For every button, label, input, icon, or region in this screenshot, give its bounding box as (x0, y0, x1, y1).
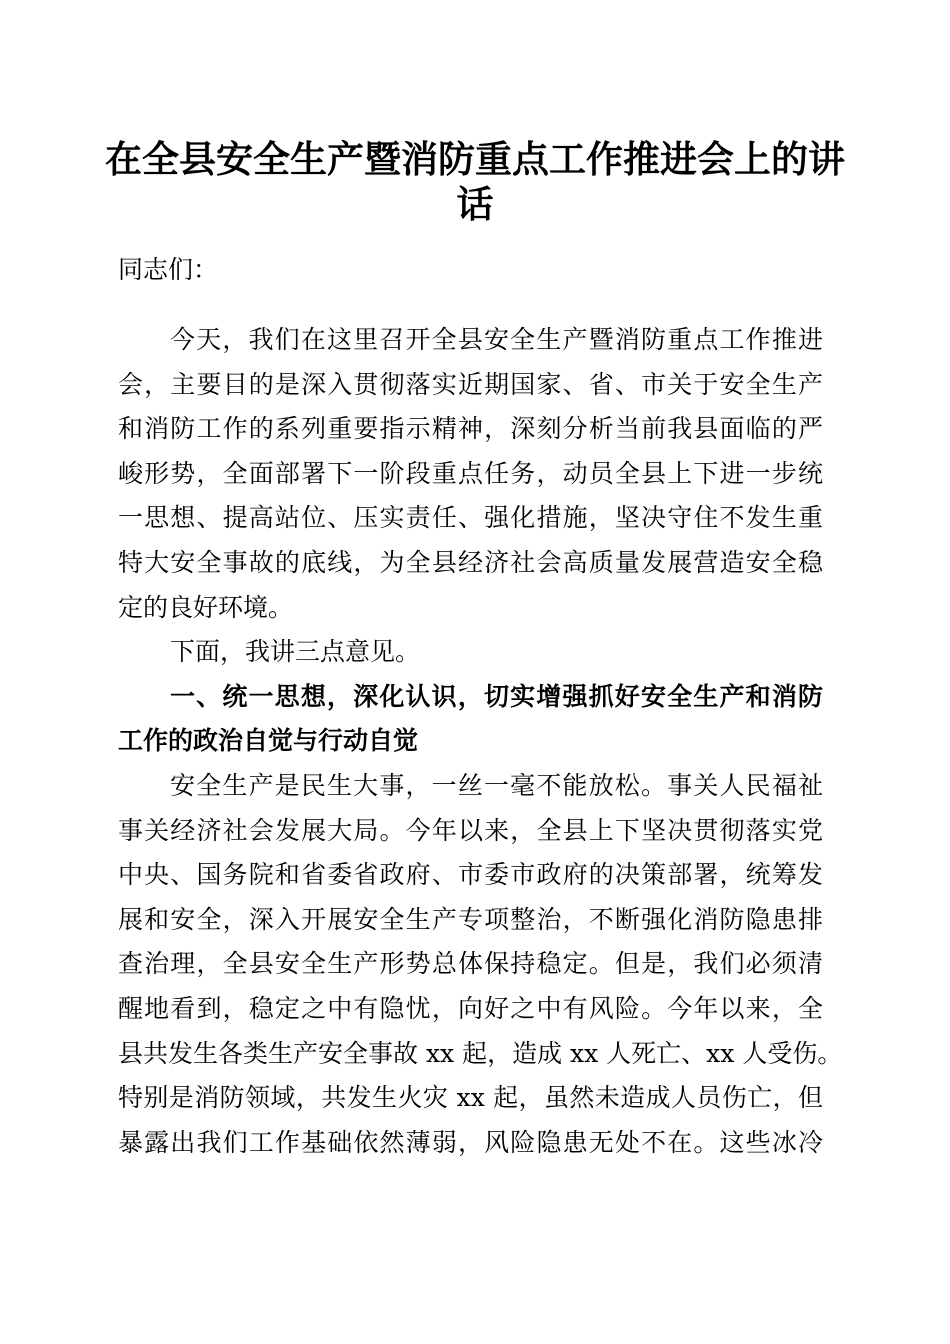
text-line: 特别是消防领域，共发生火灾 xx 起，虽然未造成人员伤亡，但 (118, 1083, 823, 1113)
text-line: 峻形势，全面部署下一阶段重点任务，动员全县上下进一步统 (118, 458, 823, 488)
text-line: 特大安全事故的底线，为全县经济社会高质量发展营造安全稳 (118, 547, 823, 577)
document-title (100, 137, 850, 227)
section-heading (118, 675, 823, 764)
text-line: 一思想、提高站位、压实责任、强化措施，坚决守住不发生重 (118, 503, 823, 533)
text-line: 醒地看到，稳定之中有隐忧，向好之中有风险。今年以来，全 (118, 993, 823, 1023)
text-line: 事关经济社会发展大局。今年以来，全县上下坚决贯彻落实党 (118, 815, 823, 845)
title-line: 话 (456, 182, 494, 226)
text-line: 查治理，全县安全生产形势总体保持稳定。但是，我们必须清 (118, 949, 823, 979)
text-line: 和消防工作的系列重要指示精神，深刻分析当前我县面临的严 (118, 414, 823, 444)
text-line: 暴露出我们工作基础依然薄弱，风险隐患无处不在。这些冰冷 (118, 1127, 823, 1157)
text-line: 中央、国务院和省委省政府、市委市政府的决策部署，统筹发 (118, 860, 823, 890)
text-line: 今天，我们在这里召开全县安全生产暨消防重点工作推进 (170, 325, 823, 354)
text-line: 县共发生各类生产安全事故 xx 起，造成 xx 人死亡、xx 人受伤。 (118, 1038, 843, 1068)
paragraph (118, 630, 823, 675)
greeting: 同志们： (118, 255, 219, 284)
paragraph (118, 764, 843, 1165)
paragraph (118, 318, 823, 630)
text-line: 下面，我讲三点意见。 (170, 637, 421, 667)
text-line: 一、统一思想，深化认识，切实增强抓好安全生产和消防 (170, 681, 823, 711)
text-line: 工作的政治自觉与行动自觉 (118, 726, 419, 756)
text-line: 展和安全，深入开展安全生产专项整治，不断强化消防隐患排 (118, 904, 823, 934)
document-body (118, 248, 843, 1165)
text-line: 会，主要目的是深入贯彻落实近期国家、省、市关于安全生产 (118, 369, 823, 399)
text-line: 定的良好环境。 (118, 592, 294, 622)
title-line: 在全县安全生产暨消防重点工作推进会上的讲 (105, 137, 845, 181)
text-line: 安全生产是民生大事，一丝一毫不能放松。事关人民福祉 (170, 770, 823, 800)
